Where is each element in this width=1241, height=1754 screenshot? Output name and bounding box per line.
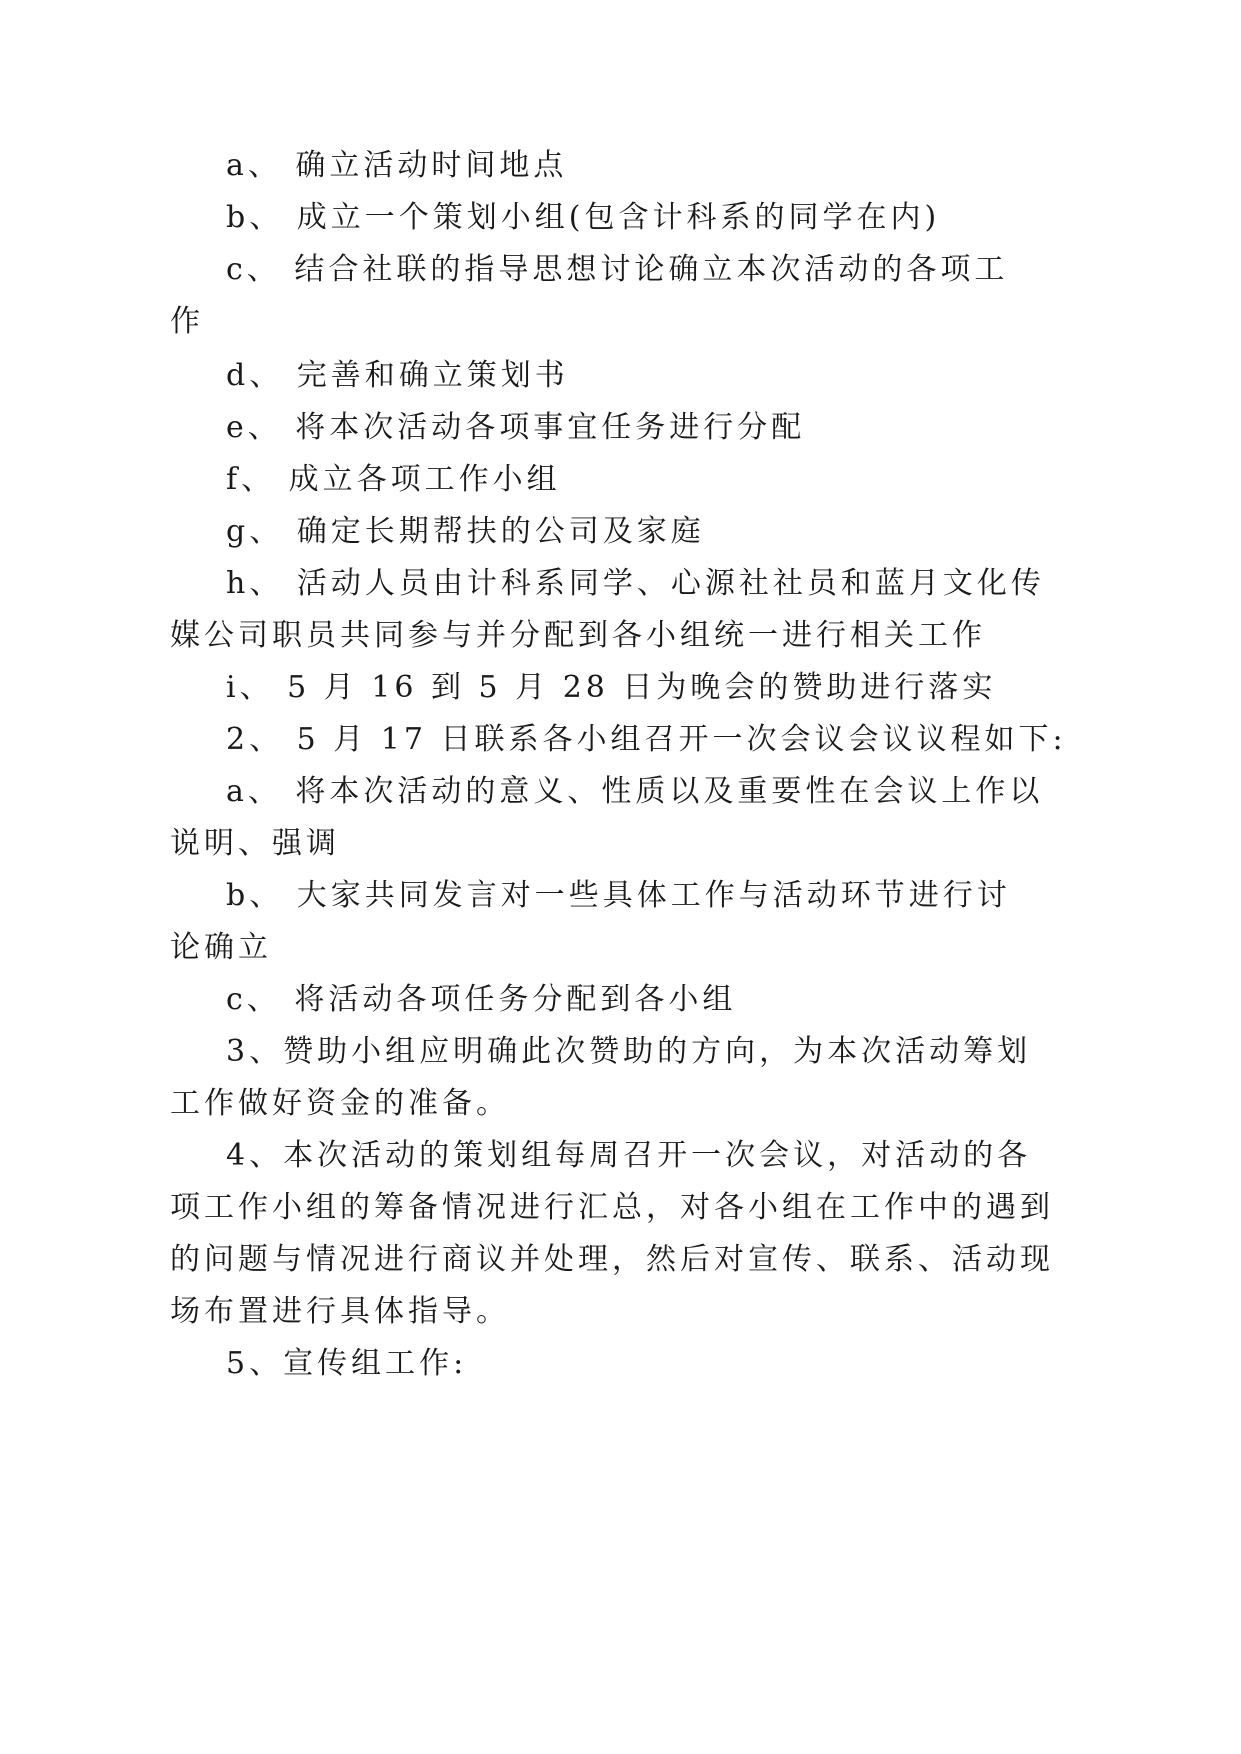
text-line-16: [0, 928, 1241, 968]
text-line-19: [0, 1084, 1241, 1124]
line-text: d、 完善和确立策划书: [226, 358, 569, 393]
line-text: a、 确立活动时间地点: [226, 148, 568, 183]
text-line-6: [0, 408, 1241, 448]
line-text: 4、本次活动的策划组每周召开一次会议，对活动的各: [226, 1138, 1032, 1173]
line-text: 说明、强调: [170, 826, 340, 861]
line-text: 媒公司职员共同参与并分配到各小组统一进行相关工作: [170, 618, 986, 653]
line-text: 论确立: [170, 930, 272, 965]
line-text: 2、 5 月 17 日联系各小组召开一次会议会议议程如下:: [226, 722, 1067, 757]
line-text: 的问题与情况进行商议并处理，然后对宣传、联系、活动现: [170, 1242, 1054, 1277]
line-text: 项工作小组的筹备情况进行汇总，对各小组在工作中的遇到: [170, 1190, 1054, 1225]
line-text: e、 将本次活动各项事宜任务进行分配: [226, 410, 806, 445]
line-text: 工作做好资金的准备。: [170, 1086, 510, 1121]
text-line-3: [0, 250, 1241, 290]
line-text: 场布置进行具体指导。: [170, 1294, 510, 1329]
text-line-17: [0, 980, 1241, 1020]
text-line-18: [0, 1032, 1241, 1072]
text-line-4: [0, 302, 1241, 342]
text-line-5: [0, 356, 1241, 396]
line-text: g、 确定长期帮扶的公司及家庭: [226, 514, 705, 549]
line-text: f、 成立各项工作小组: [226, 462, 561, 497]
text-line-9: [0, 564, 1241, 604]
text-line-24: [0, 1344, 1241, 1384]
text-line-2: [0, 198, 1241, 238]
text-line-22: [0, 1240, 1241, 1280]
line-text: 作: [170, 304, 204, 339]
text-line-15: [0, 876, 1241, 916]
line-text: a、 将本次活动的意义、性质以及重要性在会议上作以: [226, 774, 1044, 809]
text-line-13: [0, 772, 1241, 812]
text-line-14: [0, 824, 1241, 864]
text-line-8: [0, 512, 1241, 552]
line-text: 5、宣传组工作:: [226, 1346, 468, 1381]
line-text: c、 将活动各项任务分配到各小组: [226, 982, 737, 1017]
line-text: h、 活动人员由计科系同学、心源社社员和蓝月文化传: [226, 566, 1045, 601]
text-line-23: [0, 1292, 1241, 1332]
line-text: b、 大家共同发言对一些具体工作与活动环节进行讨: [226, 878, 1011, 913]
text-line-21: [0, 1188, 1241, 1228]
text-line-20: [0, 1136, 1241, 1176]
line-text: b、 成立一个策划小组(包含计科系的同学在内): [226, 200, 941, 235]
text-line-1: [0, 146, 1241, 186]
line-text: 3、赞助小组应明确此次赞助的方向，为本次活动筹划: [226, 1034, 1032, 1069]
text-line-11: [0, 668, 1241, 708]
line-text: i、 5 月 16 到 5 月 28 日为晚会的赞助进行落实: [226, 670, 997, 705]
text-line-12: [0, 720, 1241, 760]
text-line-10: [0, 616, 1241, 656]
line-text: c、 结合社联的指导思想讨论确立本次活动的各项工: [226, 252, 1009, 287]
text-line-7: [0, 460, 1241, 500]
